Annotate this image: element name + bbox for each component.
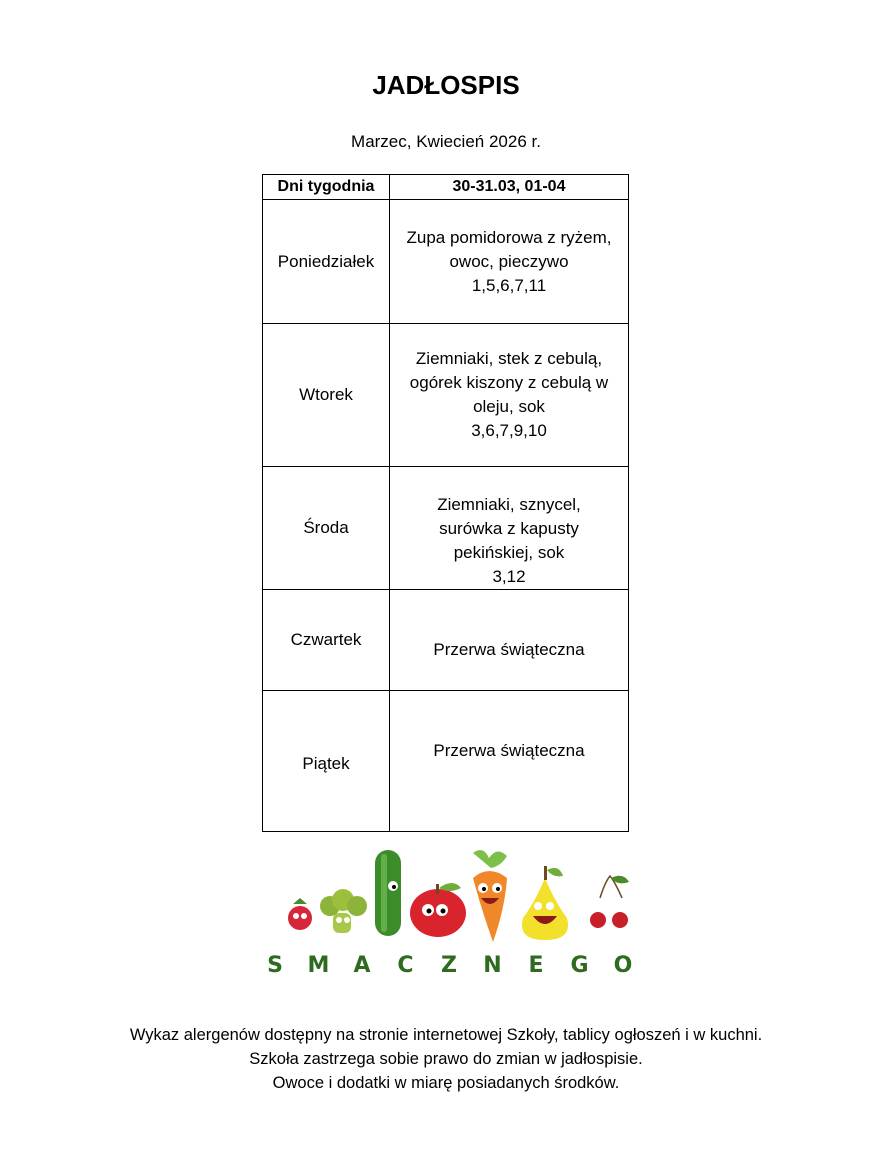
meal-cell <box>390 200 629 324</box>
meal-cell <box>390 467 629 590</box>
meal-line: oleju, sok <box>473 397 545 416</box>
menu-table <box>262 174 629 832</box>
carrot-icon <box>473 850 507 942</box>
broccoli-icon <box>320 889 367 933</box>
meal-line: Przerwa świąteczna <box>433 640 585 659</box>
footer-notes <box>0 1023 892 1095</box>
allergen-codes: 1,5,6,7,11 <box>471 275 547 295</box>
meal-cell <box>390 691 629 832</box>
allergen-codes: 3,6,7,9,10 <box>471 421 547 440</box>
logo-letter: G <box>570 953 589 978</box>
day-cell: Poniedziałek <box>263 200 390 324</box>
logo-letter: C <box>397 953 414 978</box>
meal-line: pekińskiej, sok <box>453 543 565 562</box>
vegetables-illustration <box>215 838 685 1003</box>
allergen-note: Wykaz alergenów dostępny na stronie internetowej Szkoły, tablicy ogłoszeń i w kuchni. <box>129 1026 763 1044</box>
table-row <box>263 691 629 832</box>
table-header-row <box>263 175 629 200</box>
meal-line: Zupa pomidorowa z ryżem, <box>406 227 612 247</box>
logo-letter: M <box>307 953 330 978</box>
logo-letter: A <box>353 953 371 978</box>
cucumber-icon <box>375 850 401 936</box>
raspberry-icon <box>288 898 312 930</box>
apple-icon <box>410 883 466 937</box>
logo-letter: Z <box>441 953 457 978</box>
page-title: JADŁOSPIS <box>372 70 520 100</box>
smacznego-logo <box>215 838 685 1003</box>
day-cell: Wtorek <box>263 324 390 467</box>
day-cell: Czwartek <box>263 590 390 691</box>
day-cell: Piątek <box>263 691 390 832</box>
meal-line: owoc, pieczywo <box>449 251 569 271</box>
meal-line: ogórek kiszony z cebulą w <box>409 373 609 392</box>
meal-line: Przerwa świąteczna <box>433 741 585 760</box>
day-cell: Środa <box>263 467 390 590</box>
table-row <box>263 590 629 691</box>
smacznego-text <box>267 953 632 978</box>
meal-line: Ziemniaki, stek z cebulą, <box>415 349 603 368</box>
changes-note: Szkoła zastrzega sobie prawo do zmian w jadłospisie. <box>249 1050 643 1068</box>
pear-icon <box>522 866 568 940</box>
logo-letter: S <box>267 953 283 978</box>
meal-line: surówka z kapusty <box>439 519 579 538</box>
cherries-icon <box>590 876 629 928</box>
fruits-note: Owoce i dodatki w miarę posiadanych środków. <box>272 1074 620 1092</box>
logo-letter: E <box>528 953 544 978</box>
meal-cell <box>390 590 629 691</box>
table-row <box>263 467 629 590</box>
logo-letter: N <box>483 953 502 978</box>
meal-cell <box>390 324 629 467</box>
table-row <box>263 324 629 467</box>
page-subtitle: Marzec, Kwiecień 2026 r. <box>351 132 541 151</box>
allergen-codes: 3,12 <box>492 567 526 586</box>
table-row <box>263 200 629 324</box>
meal-line: Ziemniaki, sznycel, <box>437 495 581 514</box>
header-days: Dni tygodnia <box>263 175 390 200</box>
header-dates: 30-31.03, 01-04 <box>390 175 629 200</box>
logo-letter: O <box>613 953 633 978</box>
